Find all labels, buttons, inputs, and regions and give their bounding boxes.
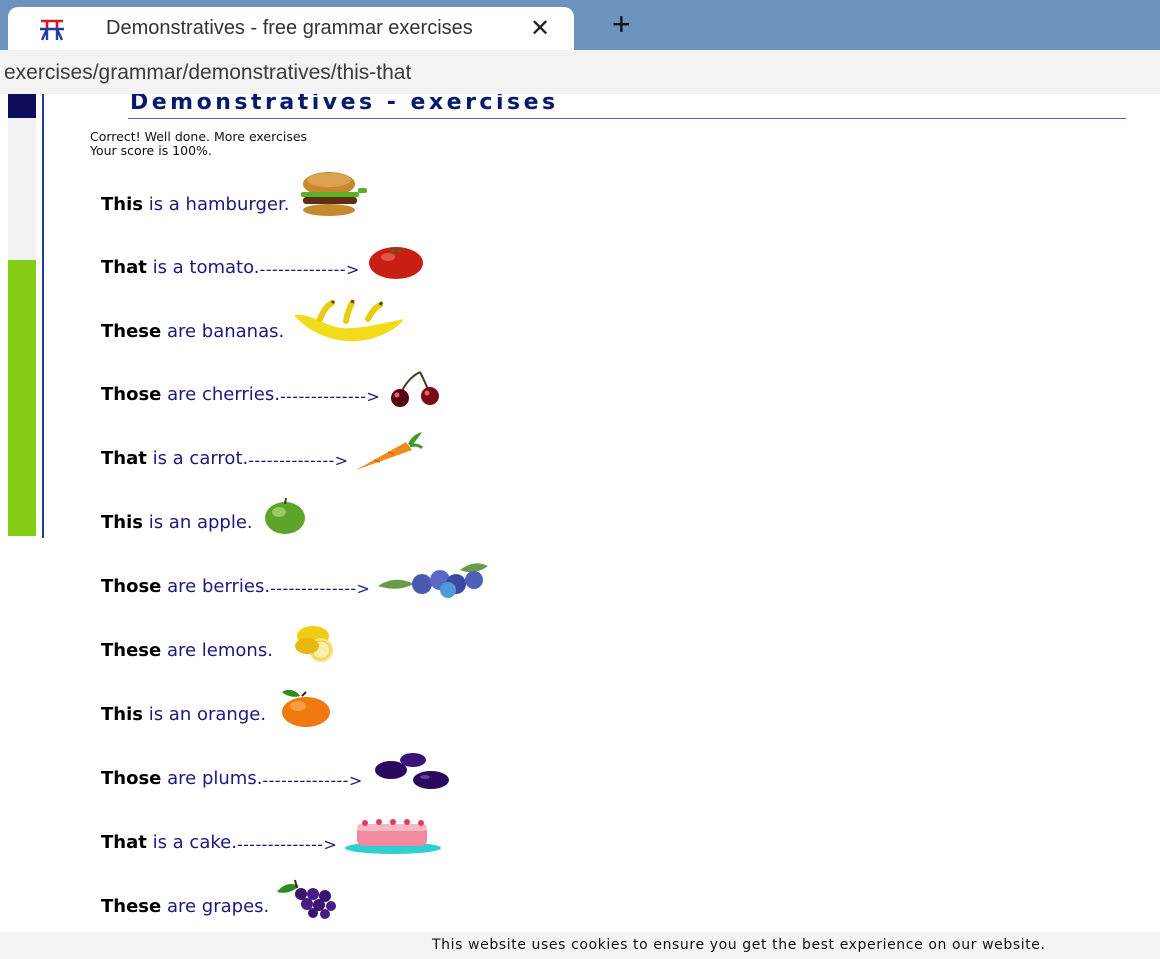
sentence-rest: are berries.	[161, 576, 271, 597]
sentence-keyword: This	[101, 512, 143, 533]
cherries-icon	[386, 368, 446, 408]
sentence-rest: are cherries.	[161, 384, 280, 405]
sentence-arrow: -------------->	[270, 579, 371, 598]
feedback-text: Correct! Well done. More exercises	[90, 129, 308, 144]
plums-icon	[369, 752, 465, 792]
tab-title: Demonstratives - free grammar exercises	[106, 17, 518, 40]
sentence-rest: are bananas.	[161, 321, 285, 342]
url-text[interactable]: exercises/grammar/demonstratives/this-that	[4, 61, 412, 84]
site-favicon-icon	[38, 15, 66, 43]
sentence-rest: is a tomato.	[146, 257, 260, 278]
sentence-item	[101, 348, 446, 408]
score-text: Your score is 100%.	[90, 143, 212, 158]
sentence-item	[101, 668, 340, 728]
sentence-item	[101, 412, 424, 472]
sentence-item	[101, 285, 414, 345]
page-title: Demonstratives - exercises	[130, 94, 559, 112]
browser-tab[interactable]	[8, 7, 574, 50]
apple-icon	[259, 496, 311, 536]
sentence-keyword: That	[101, 832, 147, 853]
bananas-icon	[290, 299, 414, 345]
sidebar-green-bar	[8, 260, 36, 536]
sentence-rest: are lemons.	[161, 640, 273, 661]
sentence-item	[101, 604, 339, 664]
sentence-keyword: Those	[101, 384, 162, 405]
new-tab-button[interactable]: +	[612, 6, 631, 42]
sentence-arrow: -------------->	[259, 260, 360, 279]
sentence-rest: is an apple.	[142, 512, 253, 533]
sentence-rest: are plums.	[161, 768, 263, 789]
lemons-icon	[279, 624, 339, 664]
browser-tab-bar	[0, 0, 1160, 50]
sentence-item	[101, 221, 426, 281]
sentence-keyword: These	[101, 896, 162, 917]
content-divider	[42, 94, 44, 538]
berries-icon	[376, 560, 494, 600]
carrot-icon	[354, 430, 424, 472]
tomato-icon	[366, 241, 426, 281]
sentence-rest: are grapes.	[161, 896, 270, 917]
sentence-keyword: This	[101, 704, 143, 725]
sidebar-navy-block	[8, 94, 36, 118]
sentence-keyword: These	[101, 321, 162, 342]
feedback-message	[90, 130, 307, 158]
title-underline	[128, 118, 1126, 119]
hamburger-icon	[295, 170, 367, 218]
sentence-item	[101, 860, 343, 920]
sentence-arrow: -------------->	[236, 835, 338, 854]
sentence-item	[101, 476, 311, 536]
sentence-keyword: This	[101, 194, 143, 215]
sentence-arrow: -------------->	[279, 387, 381, 406]
sentence-rest: is a cake.	[146, 832, 237, 853]
orange-icon	[272, 686, 340, 728]
sentence-item	[101, 540, 494, 600]
address-bar[interactable]	[0, 50, 1160, 94]
sentence-keyword: Those	[101, 576, 162, 597]
sentence-keyword: That	[101, 257, 147, 278]
sentence-rest: is a hamburger.	[142, 194, 290, 215]
sentence-keyword: That	[101, 448, 147, 469]
cookie-banner-text: This website uses cookies to ensure you get the best experience on our website.	[432, 937, 1046, 953]
sentence-keyword: These	[101, 640, 162, 661]
sentence-arrow: -------------->	[262, 771, 363, 790]
sentence-rest: is a carrot.	[146, 448, 249, 469]
sentence-item	[101, 732, 465, 792]
sentence-item	[101, 796, 447, 856]
cake-icon	[343, 814, 447, 856]
sentence-arrow: -------------->	[248, 451, 349, 470]
sentence-item	[101, 158, 367, 218]
cookie-banner	[0, 932, 1160, 959]
sentence-keyword: Those	[101, 768, 162, 789]
sentence-rest: is an orange.	[142, 704, 267, 725]
tab-close-icon[interactable]: ✕	[530, 15, 551, 42]
grapes-icon	[275, 878, 343, 920]
